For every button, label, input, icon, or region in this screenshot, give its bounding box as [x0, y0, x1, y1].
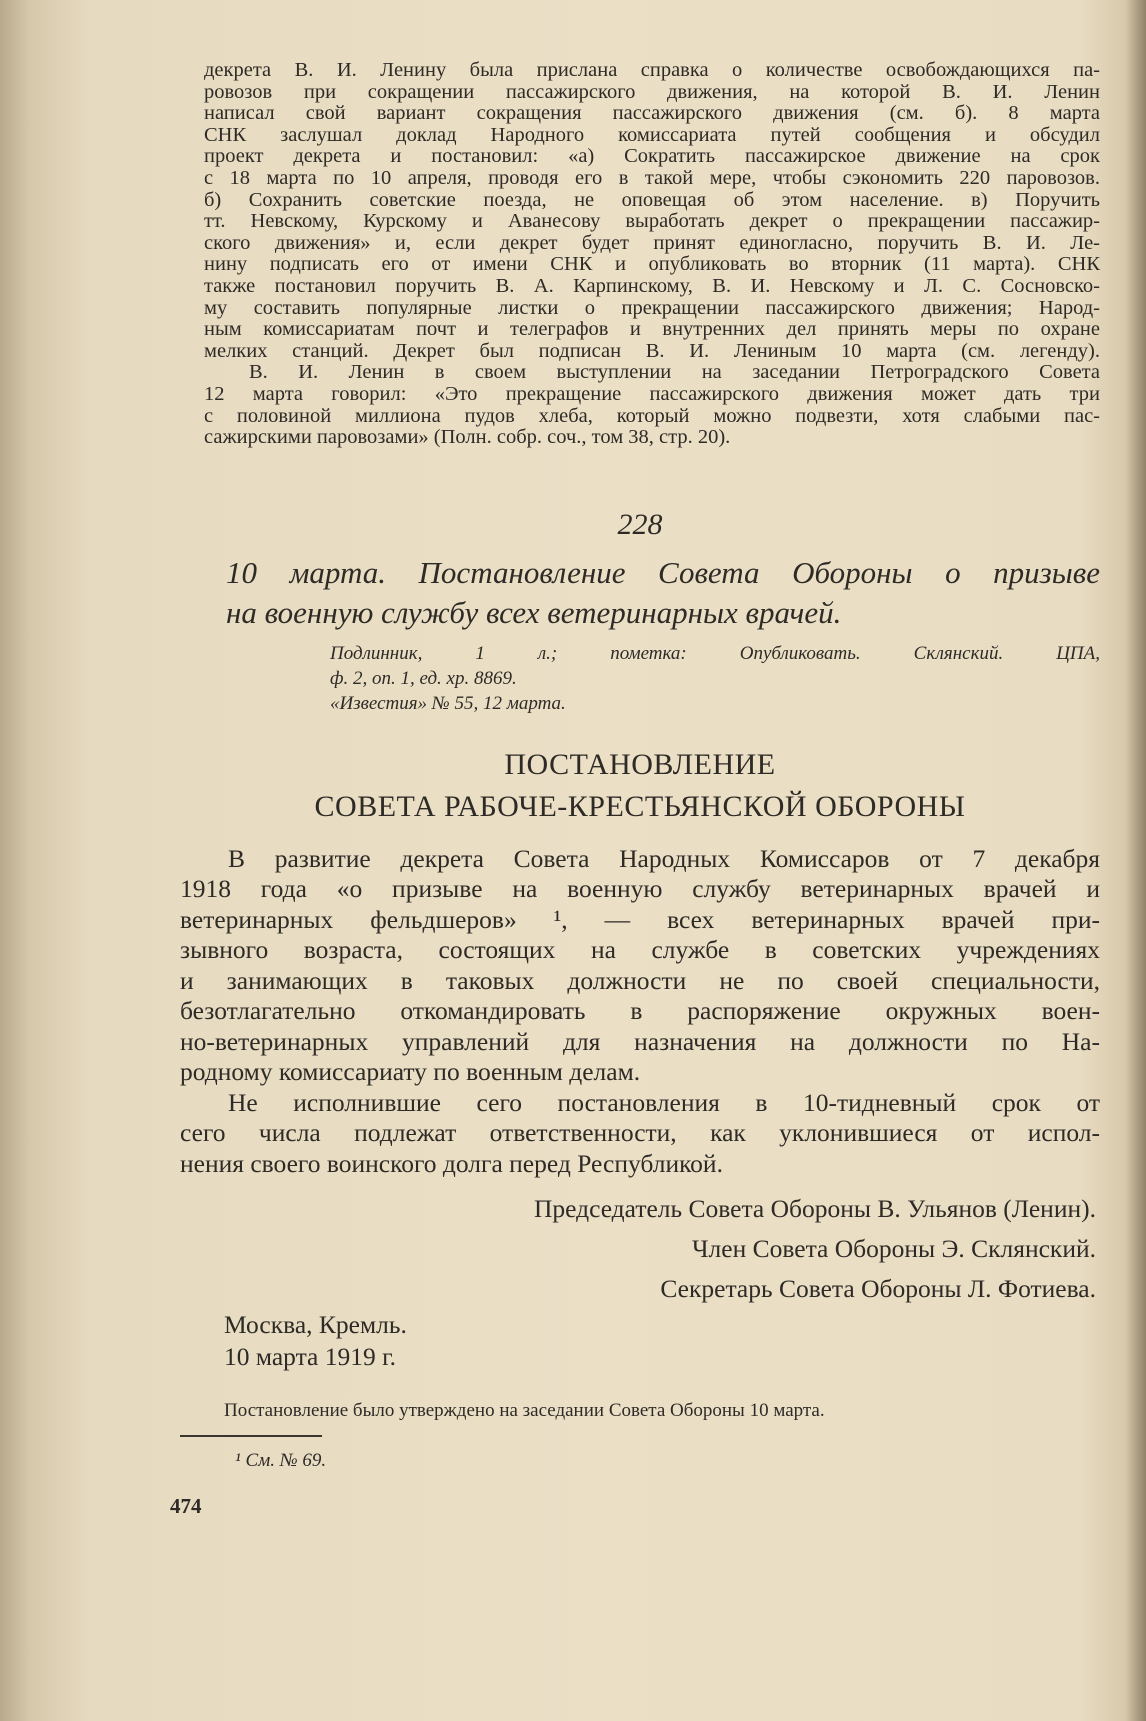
text-line: но-ветеринарных управлений для назначения на должности по На- — [180, 1026, 1100, 1056]
text-line: сажирскими паровозами» (Полн. собр. соч., том 38, стр. 20). — [204, 426, 731, 449]
signature-secretary: Секретарь Совета Обороны Л. Фотиева. — [660, 1274, 1096, 1304]
heading-line: ПОСТАНОВЛЕНИЕ — [504, 747, 776, 781]
text-line: б) Сохранить советские поезда, не оповещая об этом население. в) Поручить — [204, 188, 1100, 211]
date: 10 марта 1919 г. — [224, 1342, 397, 1372]
text-line: ского движения» и, если декрет будет принят единогласно, поручить В. И. Ле- — [204, 231, 1100, 254]
text-line: проект декрета и постановил: «а) Сократить пассажирское движение на срок — [204, 145, 1100, 168]
text-line: с половиной миллиона пудов хлеба, который можно подвезти, хотя слабыми пас- — [204, 404, 1100, 427]
text-line: ровозов при сокращении пассажирского движения, на которой В. И. Ленин — [204, 80, 1100, 103]
text-line: также постановил поручить В. А. Карпинскому, В. И. Невскому и Л. С. Сосновско- — [204, 274, 1100, 297]
title-line: на военную службу всех ветеринарных врачей. — [226, 594, 842, 630]
text-line: сего числа подлежат ответственности, как уклонившиеся от испол- — [180, 1118, 1100, 1148]
page-column — [170, 59, 1100, 1519]
text-line: родному комиссариату по военным делам. — [180, 1057, 641, 1087]
decree-body — [180, 844, 1100, 1180]
editorial-note: Постановление было утверждено на заседании Совета Обороны 10 марта. — [224, 1400, 825, 1422]
text-line: 1918 года «о призыве на военную службу ветеринарных врачей и — [180, 874, 1100, 904]
heading-line: СОВЕТА РАБОЧЕ-КРЕСТЬЯНСКОЙ ОБОРОНЫ — [314, 789, 966, 823]
text-line: Не исполнившие сего постановления в 10-тидневный срок от — [228, 1087, 1100, 1117]
text-line: му составить популярные листки о прекращении пассажирского движения; Народ- — [204, 296, 1100, 319]
text-line: и занимающих в таковых должности не по своей специальности, — [180, 965, 1100, 995]
place: Москва, Кремль. — [224, 1310, 407, 1340]
text-line: написал свой вариант сокращения пассажирского движения (см. б). 8 марта — [204, 102, 1100, 125]
text-line: декрета В. И. Ленину была прислана справка о количестве освобождающихся па- — [204, 59, 1100, 81]
footnote-divider — [180, 1435, 322, 1437]
source-line: «Известия» № 55, 12 марта. — [330, 692, 566, 714]
source-line: Подлинник, 1 л.; пометка: Опубликовать. Склянский. ЦПА, — [330, 642, 1100, 664]
text-line: тт. Невскому, Курскому и Аванесову выработать декрет о прекращении пассажир- — [204, 210, 1100, 233]
text-line: нину подписать его от имени СНК и опубликовать во вторник (11 марта). СНК — [204, 253, 1100, 276]
text-line: нения своего воинского долга перед Республикой. — [180, 1148, 723, 1178]
document-number: 228 — [617, 507, 663, 541]
page-number: 474 — [170, 1494, 202, 1519]
place-and-date — [224, 1309, 1100, 1373]
signature-chairman: Председатель Совета Обороны В. Ульянов (Ленин). — [533, 1194, 1096, 1224]
text-line: В. И. Ленин в своем выступлении на заседании Петроградского Совета — [249, 361, 1100, 384]
source-line: ф. 2, оп. 1, ед. хр. 8869. — [330, 667, 517, 689]
source-reference — [330, 641, 1100, 716]
decree-heading — [180, 744, 1100, 828]
text-line: 12 марта говорил: «Это прекращение пассажирского движения может дать три — [204, 382, 1100, 405]
text-line: ным комиссариатам почт и телеграфов и внутренних дел принять меры по охране — [204, 318, 1100, 341]
text-line: СНК заслушал доклад Народного комиссариата путей сообщения и обсудил — [204, 123, 1100, 146]
text-line: ветеринарных фельдшеров» ¹, — всех ветеринарных врачей при- — [180, 904, 1100, 934]
preceding-commentary — [204, 60, 1100, 449]
signatures — [180, 1189, 1100, 1309]
text-line: с 18 марта по 10 апреля, проводя его в такой мере, чтобы сэкономить 220 паровозов. — [204, 166, 1100, 189]
text-line: мелких станций. Декрет был подписан В. И. Лениным 10 марта (см. легенду). — [204, 339, 1100, 362]
text-line: безотлагательно откомандировать в распоряжение окружных воен- — [180, 996, 1100, 1026]
footnote: ¹ См. № 69. — [235, 1450, 327, 1472]
document-title — [226, 553, 1100, 633]
text-line: зывного возраста, состоящих на службе в советских учреждениях — [180, 935, 1100, 965]
text-line: В развитие декрета Совета Народных Комиссаров от 7 декабря — [228, 843, 1100, 873]
title-line: 10 марта. Постановление Совета Обороны о призыве — [226, 554, 1100, 590]
signature-member: Член Совета Обороны Э. Склянский. — [691, 1234, 1096, 1264]
